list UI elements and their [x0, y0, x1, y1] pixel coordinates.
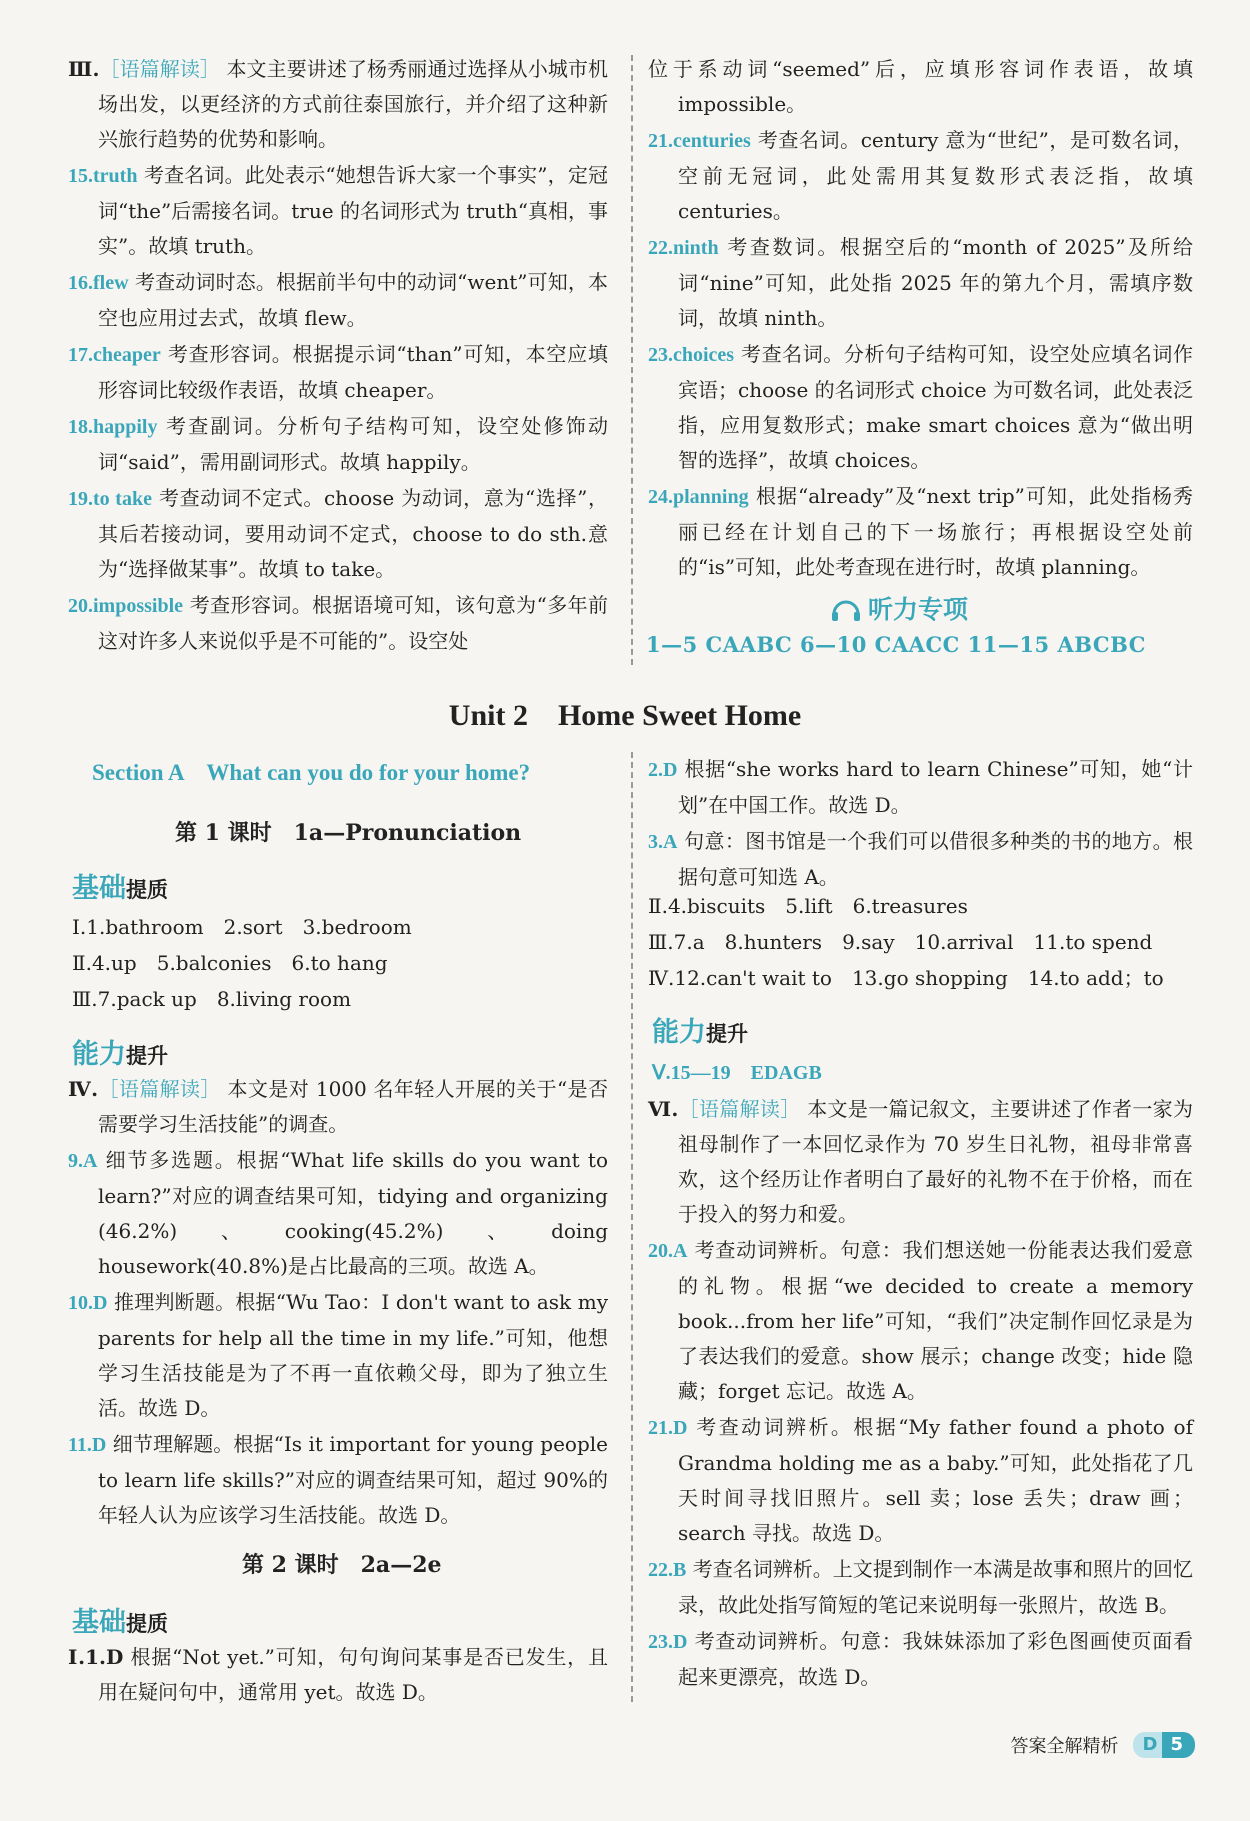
- answer-text: 根据“she works hard to learn Chinese”可知，她“计划”在中国工作。故选 D。: [677, 757, 1193, 817]
- listening-title-text: 听力专项: [868, 595, 969, 624]
- answer-item: [68, 52, 608, 157]
- answer-number: Ⅵ.: [648, 1097, 679, 1121]
- answer-number: 3.A: [648, 831, 678, 853]
- answer-item: [648, 1624, 1193, 1695]
- answer-number: 22.B: [648, 1559, 687, 1581]
- ability-heading-2: [652, 1010, 748, 1049]
- answer-item: [68, 1072, 608, 1142]
- answer-item: [68, 158, 608, 264]
- answer-number: 24.planning: [648, 486, 749, 508]
- answer-text: 考查名词。此处表示“她想告诉大家一个事实”，定冠词“the”后需接名词。true 的名词形式为 truth“真相，事实”。故填 truth。: [98, 163, 608, 258]
- answer-item: [68, 337, 608, 408]
- answer-text: 考查动词辨析。根据“My father found a photo of Grandma holding me as a baby.”可知，此处指花了几天时间寻找旧照片。sell 卖；lose 丢失；draw 画；search 寻找。故选 D。: [678, 1415, 1193, 1545]
- answer-text: 本文主要讲述了杨秀丽通过选择从小城市机场出发，以更经济的方式前往泰国旅行，并介绍了这种新兴旅行趋势的优势和影响。: [98, 57, 609, 151]
- answer-number: Ⅳ.: [68, 1077, 99, 1101]
- answer-item: [648, 337, 1193, 478]
- basic-heading-1-b: 提质: [126, 878, 168, 902]
- answer-text: 细节理解题。根据“Is it important for young people to learn life skills?”对应的调查结果可知，超过 90%的年轻人认为应该学习生活技能。故选 D。: [98, 1432, 608, 1527]
- answer-text: 根据“already”及“next trip”可知，此处指杨秀丽已经在计划自己的下一场旅行；再根据设空处前的“is”可知，此处考查现在进行时，故填 planning。: [678, 484, 1193, 579]
- basic1-line-3: Ⅲ.7.pack up 8.living room: [72, 987, 352, 1011]
- answer-text: 本文是一篇记叙文，主要讲述了作者一家为祖母制作了一本回忆录作为 70 岁生日礼物，祖母非常喜欢，这个经历让作者明白了最好的礼物不在于价格，而在于投入的努力和爱。: [678, 1097, 1194, 1226]
- answer-text: 考查动词不定式。choose 为动词，意为“选择”，其后若接动词，要用动词不定式，choose to do sth.意为“选择做某事”。故填 to take。: [98, 486, 608, 581]
- ability-heading-2-b: 提升: [706, 1022, 748, 1046]
- answer-item: [68, 1640, 608, 1710]
- passage-tag: ［语篇解读］: [678, 1097, 801, 1121]
- answer-text: 推理判断题。根据“Wu Tao：I don't want to ask my parents for help all the time in my life.”可知，他想学习生活技能是为了不再一直依赖父母，即为了独立生活。故选 D。: [98, 1290, 608, 1420]
- basic-heading-2-a: 基础: [72, 1607, 126, 1638]
- answer-text: 考查名词辨析。上文提到制作一本满是故事和照片的回忆录，故此处指写简短的笔记来说明每一张照片，故选 B。: [678, 1557, 1193, 1617]
- answer-text: 考查名词。century 意为“世纪”，是可数名词，空前无冠词，此处需用其复数形式表泛指，故填 centuries。: [678, 128, 1193, 223]
- answer-number: 22.ninth: [648, 237, 719, 259]
- answer-text: 考查形容词。根据语境可知，该句意为“多年前这对许多人来说似乎是不可能的”。设空处: [98, 593, 608, 653]
- lesson-2-title: 第 2 课时 2a—2e: [242, 1552, 442, 1578]
- listening-title: [830, 590, 1050, 626]
- bottom-column-divider: [631, 752, 633, 1702]
- basic1-line-1: Ⅰ.1.bathroom 2.sort 3.bedroom: [72, 915, 412, 939]
- ability-heading-2-a: 能力: [652, 1017, 706, 1048]
- answer-text: 句意：图书馆是一个我们可以借很多种类的书的地方。根据句意可知选 A。: [677, 829, 1193, 889]
- top-column-divider: [631, 55, 633, 665]
- answer-number: 2.D: [648, 759, 678, 781]
- answer-number: Ⅲ.: [68, 57, 100, 81]
- page-number: 5: [1162, 1732, 1195, 1758]
- answer-item: [648, 824, 1193, 895]
- answer-number: 23.D: [648, 1631, 688, 1653]
- answer-item: [648, 752, 1193, 823]
- passage-tag: ［语篇解读］: [98, 1077, 221, 1101]
- answer-item: [68, 1427, 608, 1533]
- section-title: Section A What can you do for your home?: [92, 760, 531, 785]
- unit-title: Unit 2 Home Sweet Home: [448, 699, 802, 732]
- answer-number: Ⅰ.1.D: [68, 1645, 124, 1669]
- passage-tag: ［语篇解读］: [99, 57, 221, 81]
- basic-heading-1: [72, 866, 168, 905]
- answer-text: 考查形容词。根据提示词“than”可知，本空应填形容词比较级作表语，故填 cheaper。: [98, 342, 608, 402]
- answer-item: [648, 479, 1193, 585]
- answer-number: 21.D: [648, 1417, 688, 1439]
- answer-item: [68, 409, 608, 480]
- answer-text: 考查动词辨析。句意：我们想送她一份能表达我们爱意的礼物。根据“we decided to create a memory book...from her life”可知，“我们”决定制作回忆录是为了表达我们的爱意。show 展示；change 改变；hide 隐藏；forget 忘记。故选 A。: [678, 1238, 1193, 1403]
- answer-text: 考查动词时态。根据前半句中的动词“went”可知，本空也应用过去式，故填 flew。: [98, 270, 608, 330]
- footer-label: 答案全解精析: [1010, 1736, 1119, 1757]
- basic-heading-2: [72, 1600, 168, 1639]
- answer-text: 考查数词。根据空后的“month of 2025”及所给词“nine”可知，此处指 2025 年的第九个月，需填序数词，故填 ninth。: [678, 235, 1193, 330]
- answer-text: 根据“Not yet.”可知，句句询问某事是否已发生，且用在疑问句中，通常用 yet。故选 D。: [98, 1645, 608, 1704]
- answer-text: 位于系动词“seemed”后，应填形容词作表语，故填 impossible。: [648, 57, 1193, 116]
- answer-item: [68, 1285, 608, 1426]
- answer-number: 9.A: [68, 1150, 98, 1172]
- top-left-column: [68, 52, 608, 660]
- ability-heading-1-a: 能力: [72, 1039, 126, 1070]
- answer-item: [648, 1410, 1193, 1551]
- answer-number: 16.flew: [68, 272, 129, 294]
- answer-number: 20.A: [648, 1240, 688, 1262]
- answer-item: [648, 1233, 1193, 1409]
- left-ability-column: [68, 1072, 608, 1534]
- answer-item: [68, 1143, 608, 1284]
- answer-item: [68, 481, 608, 587]
- top-right-column: [648, 52, 1193, 586]
- answer-item: [648, 52, 1193, 122]
- answer-text: 考查动词辨析。句意：我妹妹添加了彩色图画使页面看起来更漂亮，故选 D。: [678, 1629, 1193, 1689]
- answer-number: 23.choices: [648, 344, 735, 366]
- answer-number: 11.D: [68, 1434, 107, 1456]
- right-line-2: Ⅲ.7.a 8.hunters 9.say 10.arrival 11.to spend: [648, 930, 1153, 954]
- right-ability-column: [648, 1092, 1193, 1696]
- answer-number: 21.centuries: [648, 130, 751, 152]
- ability-heading-1: [72, 1032, 168, 1071]
- answer-number: 10.D: [68, 1292, 108, 1314]
- right-bottom-column: [648, 752, 1193, 896]
- right-line-1: Ⅱ.4.biscuits 5.lift 6.treasures: [648, 894, 968, 918]
- answer-item: [648, 1552, 1193, 1623]
- left-basic2-column: [68, 1640, 608, 1711]
- answer-item: [648, 1092, 1193, 1232]
- basic1-line-2: Ⅱ.4.up 5.balconies 6.to hang: [72, 951, 388, 975]
- answer-item: [68, 588, 608, 659]
- answer-text: 考查副词。分析句子结构可知，设空处修饰动词“said”，需用副词形式。故填 happily。: [98, 414, 608, 474]
- listening-answers: 1—5 CAABC 6—10 CAACC 11—15 ABCBC: [646, 632, 1146, 657]
- answer-number: 20.impossible: [68, 595, 184, 617]
- answer-text: 细节多选题。根据“What life skills do you want to learn?”对应的调查结果可知，tidying and organizing (46.2%)、cooking(45.2%)、doing housework(40.8%)是占比最高的三项。故选 A。: [97, 1148, 608, 1278]
- answer-number: 15.truth: [68, 165, 138, 187]
- answer-number: 17.cheaper: [68, 344, 161, 366]
- answer-item: [68, 265, 608, 336]
- basic-heading-2-b: 提质: [126, 1612, 168, 1636]
- basic-heading-1-a: 基础: [72, 873, 126, 904]
- right-line-3: Ⅳ.12.can't wait to 13.go shopping 14.to add；to: [648, 966, 1164, 990]
- answer-text: 本文是对 1000 名年轻人开展的关于“是否需要学习生活技能”的调查。: [98, 1077, 609, 1136]
- answer-item: [648, 230, 1193, 336]
- headphones-icon: [830, 596, 862, 622]
- ability-heading-1-b: 提升: [126, 1044, 168, 1068]
- answer-item: [648, 123, 1193, 229]
- ability-v-answers: Ⅴ.15—19 EDAGB: [652, 1062, 822, 1084]
- lesson-1-title: 第 1 课时 1a—Pronunciation: [175, 820, 522, 846]
- page-footer: [1011, 1732, 1195, 1758]
- answer-number: 19.to take: [68, 488, 152, 510]
- answer-text: 考查名词。分析句子结构可知，设空处应填名词作宾语；choose 的名词形式 choice 为可数名词，此处表泛指，应用复数形式；make smart choices 意为“做出明智的选择”，故填 choices。: [678, 342, 1193, 472]
- answer-number: 18.happily: [68, 416, 158, 438]
- edition-badge: D: [1133, 1732, 1163, 1758]
